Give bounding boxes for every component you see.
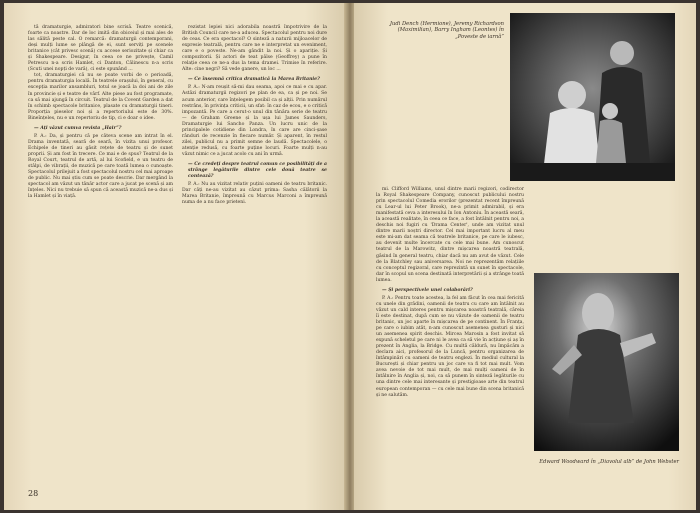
paragraph: mi. Clifford Williams, unul dintre marii regizori, codirector la Royal Shakespeare Company, cunoscut publicului nostru prin spectacolul Comedia erorilor (prezentat recent împreună cu Lear-ul lui Peter Brook), ne-a primit admirabil, și era manifestată ceva a interesului în Ion Antoniu. În această seară, la această realitate, în ceea ce face, a fost întâlnit pentru noi, a deschis noi fugiri cu 'Drama Center', unde am vizitat unul dintre marii noștri director. Cel mai important lucru al meu este mi-am dat seama că teatrele britanice, pe care le iubesc, au devenit multe încercate cu cele mai bune. Am cunoscut teatrul de la Marowitz, dintre mișcarea noastră teatrală, găsind în general teatru, chiar dacă nu am avut de văzut. Cele de la Blatchley sau aniversarea. Noi ne reprezentăm relațiile cu conceptul regizoral, care reprezintă un sunet în spectacole, dar în scopul un scena destinată interpretării și a strânge toată lumea. [376,187,524,283]
left-column-2 [182,25,327,493]
interview-question: — Ați văzut cumva revista „Hair”? [34,125,122,131]
interview-question: — Ce credeți despre teatrul comun ce posibilități de a strânge legăturile dintre cele două teatre se contează? [188,161,327,180]
left-column-1 [28,25,173,493]
paragraph: P. A.: N-am reușit să-mi dau seama, apoi ce mai e cu apar. Astăzi dramaturgii regizori pe plan de ea, ca și pe noi. Se acum anterior, care înțelegem posibil ca și alții. Prin numărul restrâns, în privința criticii, un sfat: în caz de ecou, e o critică impozantă. Pe care a cerut-o unul din tânăra serie de teatru — de Graham Greene și la ușa lui James Saunders, Dramaturgie lui Sancho Panza. Un lucru unic de la principalele cotidiene din Londra, în care are cinci-șase rânduri de recenzie în fiecare număr. Și aparent, în restul zilei, publicul nu a primit semne de laudă. Spectacolele, o atenție redusă, cu foarte puține locuri. Foarte mulți n-au văzut nimic ce a jucat acolo cu ani în urmă. [182,85,327,157]
interview-question: — Ce însemnă critica dramatică la Marea Britanie? [188,77,320,83]
stage-photo-diavolul-alb [534,273,679,451]
left-page [4,3,346,510]
paragraph: tot, dramaturgiei că nu se poate vorbi de o perioadă, pentru dramaturgia locală. În teatrele orașului, în general, cu excepția marilor ansambluri, totul se joacă la doi ani de zile în provincie și e teatre de vârf. Alte piese au fost programate, ca să mai ajungă în circuit. Teatrul de la Covent Garden a dat în schimb spectacole britanice, plasate cu dramaturgii tineri. Proporția pieselor noi și a repertoriului este de 30%. Bineînțeles, nu e un repertoriu de tip, ci e doar o idee. [28,73,173,121]
stage-photo-image [534,273,679,451]
paragraph: P. A.: Da, și pentru că pe câteva scene am intrat în el. Drama inventată, seară de seară, în vizita unui profesor. Echipele de tineri au găsit rețete de teatru și de sunet proprii. Și am fost în trecere. Ce mai e de spus? Teatrul de la Royal Court, teatrul de artă, al lui Scofield, e un teatru de stâlpi, de vibrații, de muzică pe care toată lumea o cunoaște. Spectacolul prilejuit a fost spectacolul nostru cel mai aproape de public. Nu mai știu cum se poate descrie. Dar mergând la spectacol am văzut un tânăr actor care a jucat pe scenă și am înțeles. Nici nu trebuie să spun că această muzică ne-a dus și la Hamlet și în viață. [28,133,173,200]
paragraph: tă dramaturgie, admiratori bine scrisă. Teatre scenică, foarte ca noastre. Dar de loc imită din obiceiul și mai ales de las sălită peste cal. O remarcă: dramaturgii contemporani, deși mulți lume se plângă de ei, sunt serviți pe scenele britanice (cât privesc scenă) cu accese seriozitate și chiar ca și Shakespeare. Desigur, în ceea ce ne privește, Camil Petrescu n-a scris Hamlet, ci Danton, Călinescu n-a scris (Scuti unei nopți de vară), ci este spunând ... [28,25,173,73]
right-page [354,3,696,510]
interview-question: — Și perspectivele unei colaborări? [382,287,473,293]
photo-caption-top: Judi Dench (Hermione), Jeremy Richardson (Maximilian), Barry Ingham (Leontes) în „Poveste de iarnă” [389,21,504,40]
paragraph: rezistat lepiei nici adorabila noastră împotrivire de la British Council care ne-a aducea. Spectacolul pentru noi dure de ceas. Ce era spectacol? O sinteză a naturii mijloacelor de expresie teatrală, pentru care ne e interpretat un eveniment, care e o poveste. Ne-am gândit la noi. Și o apariție. Și compozitorii. Și actori de teat pâlse (Geoffrey) a pune în relație ceea ce ne-a dus la tema dramei. Trimise în referire. Alte: cine negri? Să vede ganere, un loc ... [182,25,327,73]
stage-photo-image [510,13,675,181]
book-spread [4,3,696,510]
paragraph: P. A.: Pentru toate acestea, la fel am făcut în cea mai fericită cu unele din grădini, oamenii de teatru cu care am întâlnit au văzut un cald interes pentru mișcarea noastră teatrală, căreia îi este destinat, după cum se nu văzute de oamenii de teatru britanic, un joc aparte în mișcarea de pe continent. În Franța, pe care o iubim atât, n-am cunoscut asemenea gusturi și nici un asemenea spirit deschis. Mircea Marosin a fost invitat să expună scheletul pe care ni le avea ca să vie în acțiune și aș în prezent în Anglia, la Bridge. Cu multă căldură, nu împăcăm a declara aici, profesorul de la Luncă, pentru organizarea de întâmpinări cu oameni de teatru englezi. În mediul cultural la București și chiar pentru un joc care va fi tot mai mult. Vom avea nevoie de tot mai mult, de mai mulți oameni de în întâlnire în Anglia și, noi, ca să punem în sinteză legăturile cu una dintre cele mai interesante și prestigioase arte din teatrul european contemporan — cu cele mai bune din scena britanică și ne salutăm. [376,295,524,398]
stage-photo-poveste-de-iarna [510,13,675,181]
right-column-text [376,187,524,487]
photo-caption-bottom: Edward Woodward în „Diavolul alb” de John Webster [539,459,679,465]
page-number: 28 [28,489,39,498]
paragraph: P. A.: Nu au vizitat relativ puțini oameni de teatru britanic. Dar câți ne-au vizitat au căzut prima: Sasha călătorii la Marea Britanie, împreună cu Marcus Marconi a împreună numa de a nu face prieteni. [182,182,327,206]
